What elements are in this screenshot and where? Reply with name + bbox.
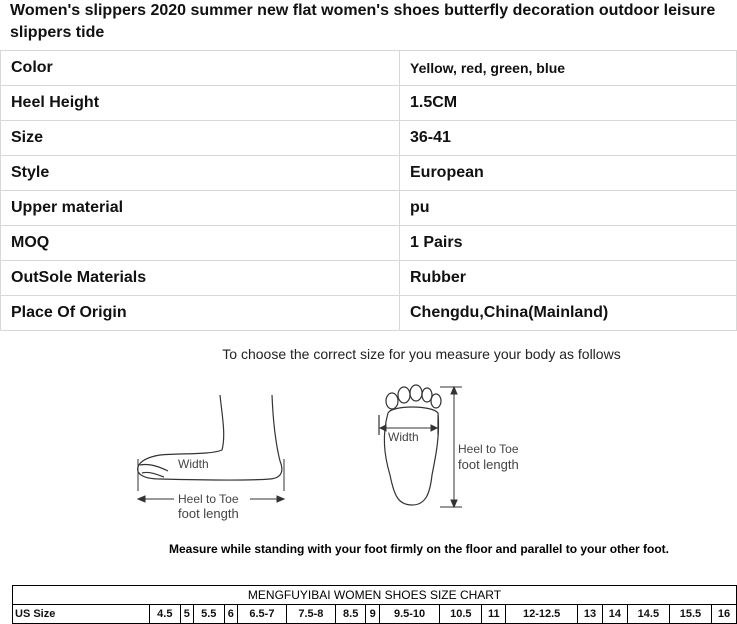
spec-row-style [1, 156, 737, 191]
size-cell: 5.5 [193, 605, 224, 624]
top-foot-illustration [379, 385, 441, 505]
spec-row-size [1, 121, 737, 156]
spec-value: pu [400, 191, 737, 226]
measure-note: Measure while standing with your foot firmly on the floor and parallel to your other foot. [168, 542, 670, 556]
spec-row-origin [1, 296, 737, 331]
spec-value: European [400, 156, 737, 191]
size-chart-title: MENGFUYIBAI WOMEN SHOES SIZE CHART [12, 585, 737, 604]
size-chart [12, 585, 737, 624]
measure-instruction: To choose the correct size for you measure your body as follows [222, 346, 621, 362]
size-cell: 14.5 [627, 605, 669, 624]
us-size-label: US Size [13, 605, 150, 624]
size-cell: 10.5 [440, 605, 482, 624]
spec-label: Style [1, 156, 400, 191]
spec-label: Size [1, 121, 400, 156]
size-cell: 6 [224, 605, 237, 624]
size-cell: 15.5 [669, 605, 711, 624]
size-cell: 14 [602, 605, 627, 624]
spec-label: Upper material [1, 191, 400, 226]
spec-value: Rubber [400, 261, 737, 296]
spec-label: Place Of Origin [1, 296, 400, 331]
size-chart-table [12, 604, 737, 624]
top-width-label: Width [388, 430, 419, 444]
top-length-label-2: foot length [458, 457, 519, 472]
size-cell: 8.5 [335, 605, 366, 624]
size-cell: 5 [180, 605, 193, 624]
spec-label: OutSole Materials [1, 261, 400, 296]
side-width-label: Width [178, 457, 209, 471]
size-cell: 16 [712, 605, 737, 624]
size-cell: 12-12.5 [506, 605, 578, 624]
foot-measure-diagram [0, 375, 737, 535]
size-cell: 7.5-8 [286, 605, 335, 624]
spec-label: Color [1, 51, 400, 86]
spec-row-heel-height [1, 86, 737, 121]
size-cell: 13 [578, 605, 603, 624]
us-size-row [13, 605, 737, 624]
side-length-label-2: foot length [178, 506, 239, 521]
side-length-label-1: Heel to Toe [178, 492, 239, 506]
size-cell: 9.5-10 [379, 605, 439, 624]
spec-row-upper-material [1, 191, 737, 226]
side-foot-illustration [138, 395, 284, 491]
spec-table [0, 50, 737, 331]
spec-value: 1 Pairs [400, 226, 737, 261]
spec-row-outsole [1, 261, 737, 296]
size-cell: 9 [366, 605, 379, 624]
spec-label: MOQ [1, 226, 400, 261]
product-title: Women's slippers 2020 summer new flat women's shoes butterfly decoration outdoor leisure slippers tide [10, 2, 716, 41]
spec-row-moq [1, 226, 737, 261]
spec-row-color [1, 51, 737, 86]
size-cell: 6.5-7 [237, 605, 286, 624]
size-cell: 4.5 [150, 605, 181, 624]
spec-value: 1.5CM [400, 86, 737, 121]
spec-value: Yellow, red, green, blue [400, 51, 737, 86]
top-length-label-1: Heel to Toe [458, 442, 519, 456]
spec-label: Heel Height [1, 86, 400, 121]
spec-value: Chengdu,China(Mainland) [400, 296, 737, 331]
spec-value: 36-41 [400, 121, 737, 156]
size-cell: 11 [482, 605, 506, 624]
